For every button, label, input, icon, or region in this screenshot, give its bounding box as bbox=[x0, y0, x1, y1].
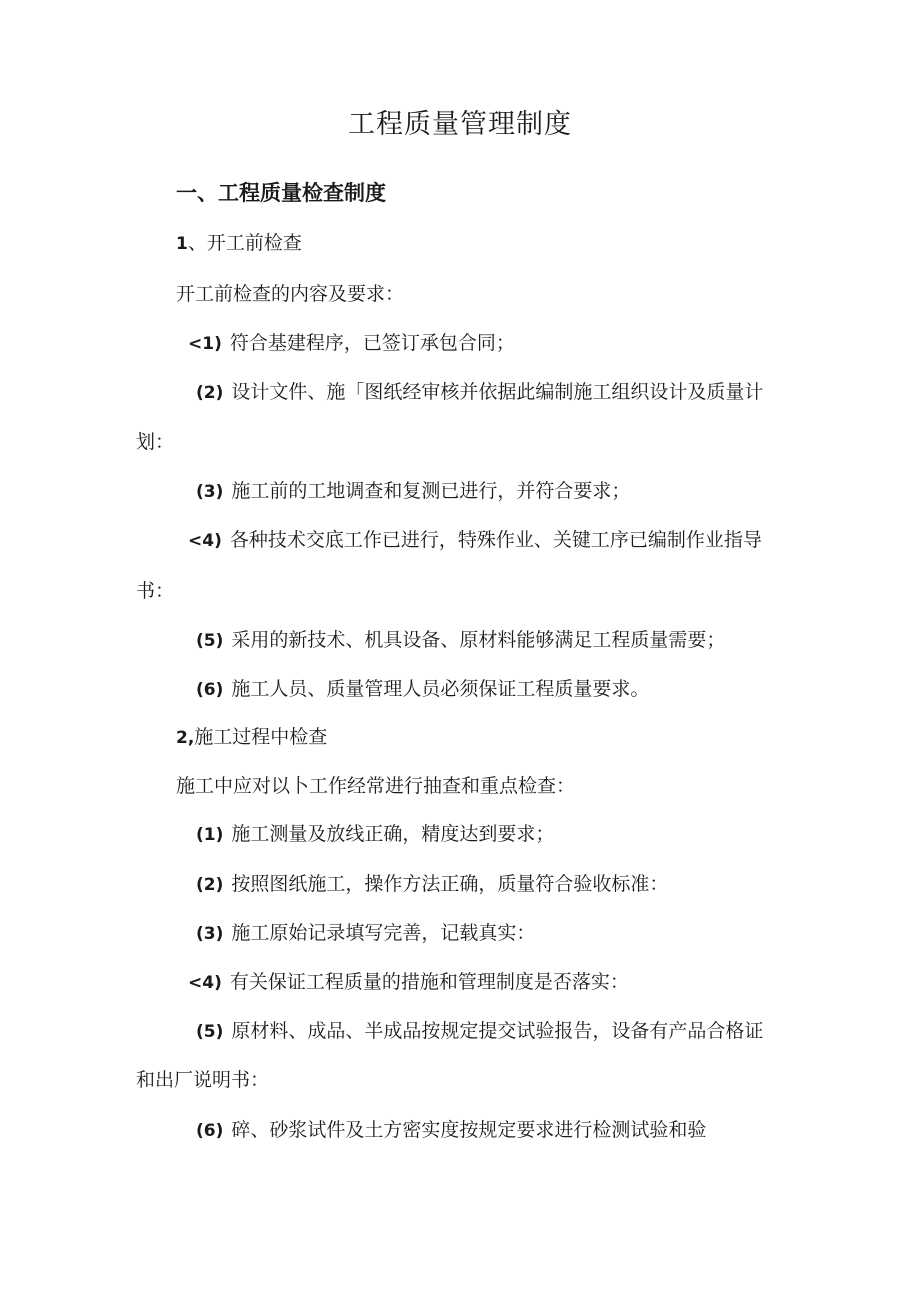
item-number: (3) bbox=[196, 482, 224, 502]
subsection-number: 2, bbox=[176, 728, 195, 748]
subsection-label: 施工过程中检查 bbox=[194, 726, 328, 748]
item-number: (6) bbox=[196, 1121, 224, 1141]
list-item bbox=[196, 676, 649, 703]
list-item bbox=[196, 379, 763, 406]
item-continuation: 和出厂说明书： bbox=[136, 1069, 270, 1091]
subsection-intro-1: 开工前检查的内容及要求： bbox=[176, 283, 405, 305]
list-item bbox=[196, 821, 554, 848]
section-heading: 一、工程质量检查制度 bbox=[176, 181, 386, 205]
list-item bbox=[188, 330, 515, 357]
item-number: (5) bbox=[196, 631, 224, 651]
item-text: 采用的新技术、机具设备、原材料能够满足工程质量需要； bbox=[231, 629, 726, 651]
item-text: 碎、砂浆试件及土方密实度按规定要求进行检测试验和验 bbox=[231, 1119, 707, 1141]
subsection-heading-2 bbox=[176, 724, 327, 751]
list-item bbox=[196, 478, 630, 505]
item-text: 各种技术交底工作已进行，特殊作业、关键工序已编制作业指导 bbox=[229, 529, 762, 551]
item-number: (3) bbox=[196, 924, 224, 944]
item-number: <4) bbox=[188, 973, 222, 993]
item-text: 原材料、成品、半成品按规定提交试验报告，设备有产品合格证 bbox=[231, 1020, 764, 1042]
subsection-intro-2: 施工中应对以卜工作经常进行抽查和重点检查： bbox=[176, 775, 576, 797]
subsection-heading-1 bbox=[176, 230, 302, 257]
list-item bbox=[196, 920, 535, 947]
item-text: 施工人员、质量管理人员必须保证工程质量要求。 bbox=[231, 678, 650, 700]
list-item bbox=[196, 1018, 763, 1045]
item-number: <4) bbox=[188, 531, 222, 551]
item-text: 按照图纸施工，操作方法正确，质量符合验收标准： bbox=[231, 873, 669, 895]
item-text: 有关保证工程质量的措施和管理制度是否落实： bbox=[229, 971, 629, 993]
item-number: (6) bbox=[196, 680, 224, 700]
item-text: 施工测量及放线正确，精度达到要求； bbox=[231, 823, 555, 845]
document-title: 工程质量管理制度 bbox=[348, 109, 572, 140]
item-text: 施工原始记录填写完善，记载真实： bbox=[231, 922, 536, 944]
item-number: (2) bbox=[196, 383, 224, 403]
subsection-number: 1 bbox=[176, 234, 188, 254]
item-text: 设计文件、施「图纸经审核并依据此编制施工组织设计及质量计 bbox=[231, 381, 764, 403]
item-text: 施工前的工地调查和复测已进行，并符合要求； bbox=[231, 480, 631, 502]
item-number: (5) bbox=[196, 1022, 224, 1042]
list-item bbox=[196, 871, 668, 898]
item-continuation: 书： bbox=[136, 580, 175, 602]
item-number: (2) bbox=[196, 875, 224, 895]
item-number: (1) bbox=[196, 825, 224, 845]
list-item bbox=[188, 527, 762, 554]
list-item bbox=[196, 627, 725, 654]
item-number: <1) bbox=[188, 334, 222, 354]
item-continuation: 划： bbox=[136, 431, 175, 453]
subsection-label: 、开工前检查 bbox=[187, 232, 302, 254]
item-text: 符合基建程序，已签订承包合同； bbox=[229, 332, 515, 354]
list-item bbox=[188, 969, 629, 996]
list-item bbox=[196, 1117, 706, 1144]
